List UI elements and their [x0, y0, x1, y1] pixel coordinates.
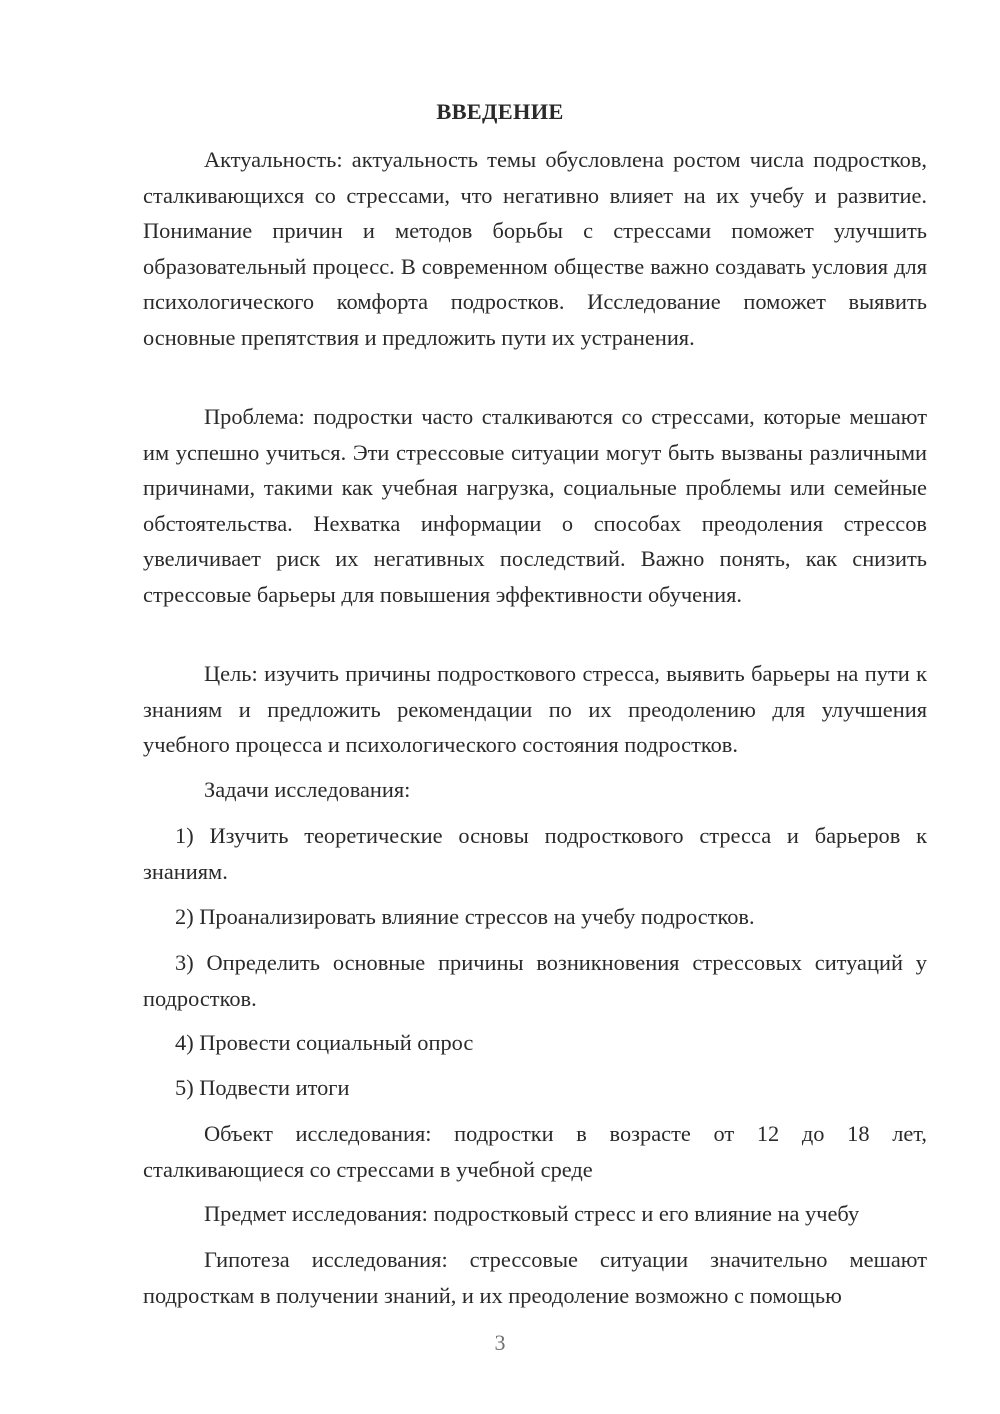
object-paragraph: Объект исследования: подростки в возрасте от 12 до 18 лет, сталкивающиеся со стрессами в учебной среде — [143, 1121, 927, 1182]
relevance-paragraph: Актуальность: актуальность темы обусловлена ростом числа подростков, сталкивающихся со стрессами, что негативно влияет на их учебу и развитие. Понимание причин и методов борьбы с стрессами поможет улучшить образовательный процесс. В современном обществе важно создавать условия для психологического комфорта подростков. Исследование поможет выявить основные препятствия и предложить пути их устранения. — [143, 147, 927, 350]
task-item: 4) Провести социальный опрос — [175, 1030, 474, 1055]
task-item: 1) Изучить теоретические основы подросткового стресса и барьеров к знаниям. — [143, 823, 927, 884]
hypothesis-paragraph: Гипотеза исследования: стрессовые ситуации значительно мешают подросткам в получении знаний, и их преодоление возможно с помощью — [143, 1247, 927, 1308]
goal-paragraph: Цель: изучить причины подросткового стресса, выявить барьеры на пути к знаниям и предложить рекомендации по их преодолению для улучшения учебного процесса и психологического состояния подростков. — [143, 661, 927, 757]
problem-paragraph: Проблема: подростки часто сталкиваются со стрессами, которые мешают им успешно учиться. Эти стрессовые ситуации могут быть вызваны различными причинами, такими как учебная нагрузка, социальные проблемы или семейные обстоятельства. Нехватка информации о способах преодоления стрессов увеличивает риск их негативных последствий. Важно понять, как снизить стрессовые барьеры для повышения эффективности обучения. — [143, 404, 927, 607]
task-item: 3) Определить основные причины возникновения стрессовых ситуаций у подростков. — [143, 950, 927, 1011]
page-title: ВВЕДЕНИЕ — [436, 99, 564, 124]
task-item: 5) Подвести итоги — [175, 1075, 350, 1100]
page-number: 3 — [494, 1330, 506, 1355]
tasks-heading: Задачи исследования: — [204, 777, 411, 802]
task-item: 2) Проанализировать влияние стрессов на учебу подростков. — [175, 904, 755, 929]
subject-paragraph: Предмет исследования: подростковый стресс и его влияние на учебу — [204, 1201, 860, 1226]
